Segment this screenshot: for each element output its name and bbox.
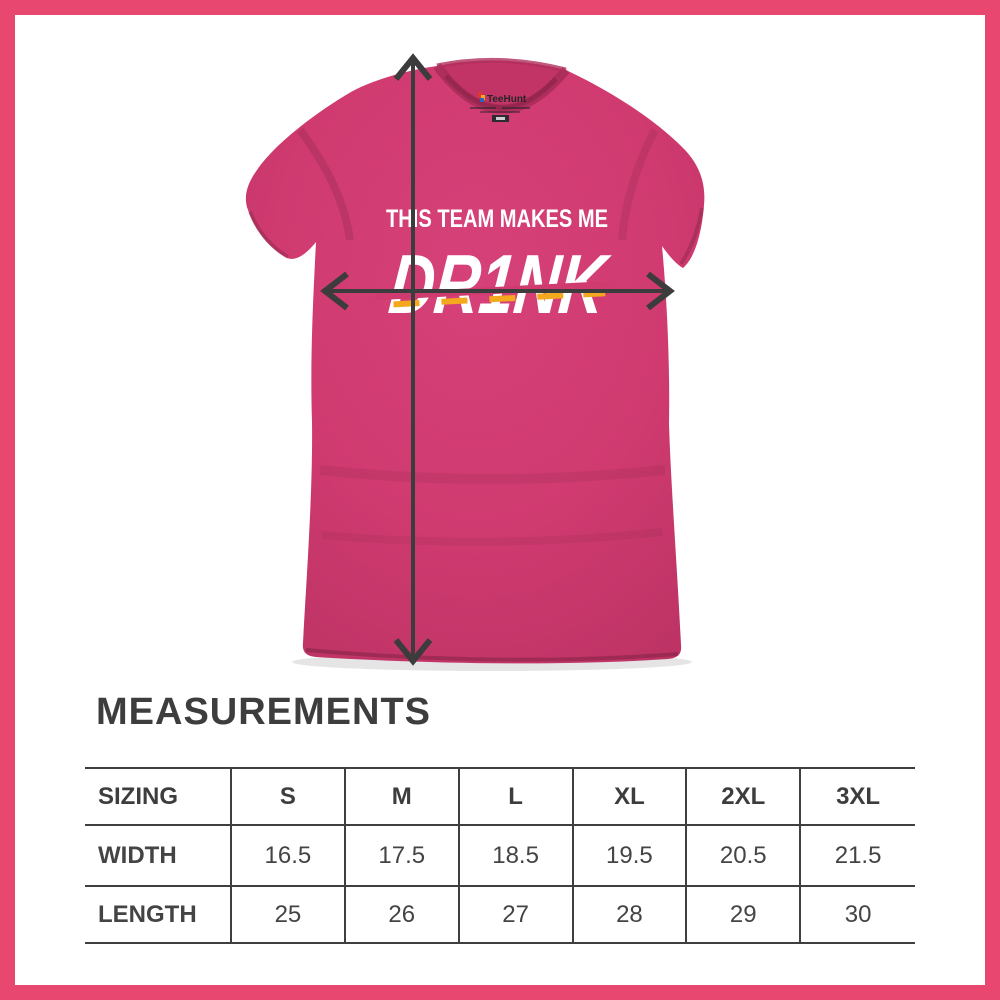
table-header-m: M: [346, 767, 460, 824]
design-text-line2: DR1NK: [385, 237, 685, 331]
shirt-print-design: [375, 205, 685, 331]
table-header-3xl: 3XL: [801, 767, 915, 824]
width-value-m: 17.5: [346, 824, 460, 885]
sizing-table: [85, 767, 915, 944]
width-value-2xl: 20.5: [687, 824, 801, 885]
width-value-3xl: 21.5: [801, 824, 915, 885]
length-value-xl: 28: [574, 885, 688, 944]
table-header-s: S: [232, 767, 346, 824]
table-row-length-label: LENGTH: [85, 885, 232, 944]
length-value-m: 26: [346, 885, 460, 944]
table-row-width-label: WIDTH: [85, 824, 232, 885]
width-value-s: 16.5: [232, 824, 346, 885]
width-value-xl: 19.5: [574, 824, 688, 885]
brand-label-text: TeeHunt: [487, 94, 527, 105]
width-value-l: 18.5: [460, 824, 574, 885]
length-value-3xl: 30: [801, 885, 915, 944]
table-header-sizing: SIZING: [85, 767, 232, 824]
table-header-xl: XL: [574, 767, 688, 824]
length-value-l: 27: [460, 885, 574, 944]
table-header-l: L: [460, 767, 574, 824]
table-header-2xl: 2XL: [687, 767, 801, 824]
design-text-line1: THIS TEAM MAKES ME: [386, 205, 608, 233]
measurements-heading: MEASUREMENTS: [96, 691, 432, 733]
length-value-s: 25: [232, 885, 346, 944]
length-value-2xl: 29: [687, 885, 801, 944]
